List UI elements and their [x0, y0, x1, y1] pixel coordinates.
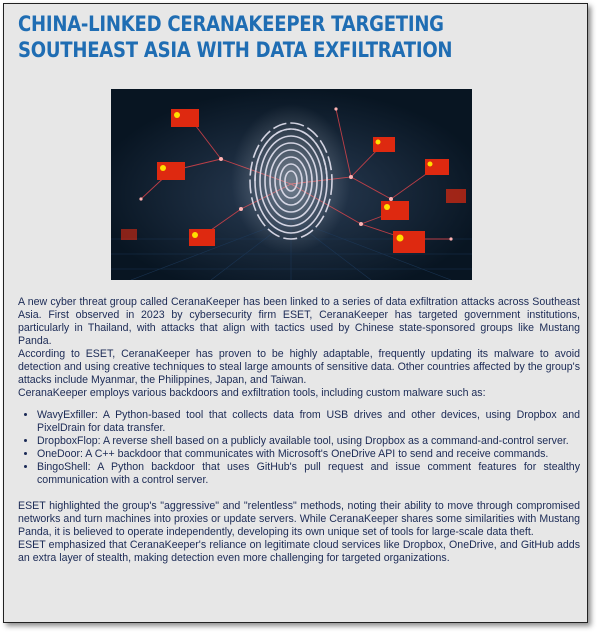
fingerprint-illustration: [111, 89, 472, 280]
paragraph: ESET emphasized that CeranaKeeper's reliance on legitimate cloud services like Dropbox, OneDrive, and GitHub adds an extra layer of stealth, making detection even more challenging for targeted organizations.: [18, 539, 580, 564]
malware-list: [18, 409, 580, 487]
article-body: [18, 296, 580, 565]
list-item: • DropboxFlop: A reverse shell based on a publicly available tool, using Dropbox as a command-and-control server.: [37, 435, 580, 448]
article-title: CHINA-LINKED CERANAKEEPER TARGETING SOUTHEAST ASIA WITH DATA EXFILTRATION: [18, 12, 453, 63]
paragraph: ESET highlighted the group's "aggressive" and "relentless" methods, noting their ability to move through compromised networks and turn machines into proxies or update servers. While CeranaKeeper shares some similarities with Mustang Panda, it is believed to operate independently, developing its own unique set of tools for large-scale data theft.: [18, 500, 580, 538]
paragraph: A new cyber threat group called CeranaKeeper has been linked to a series of data exfiltration attacks across Southeast Asia. First observed in 2023 by cybersecurity firm ESET, CeranaKeeper has targeted government institutions, particularly in Thailand, with attacks that align with tactics used by Chinese state-sponsored groups like Mustang Panda.: [18, 296, 580, 347]
list-item: • BingoShell: A Python backdoor that uses GitHub's pull request and issue comment features for stealthy communication with a control server.: [37, 461, 580, 487]
paragraph: CeranaKeeper employs various backdoors and exfiltration tools, including custom malware such as:: [18, 387, 486, 399]
list-item: • WavyExfiller: A Python-based tool that collects data from USB drives and other devices, using Dropbox and PixelDrain for data transfer.: [37, 409, 580, 435]
hero-image: [111, 89, 472, 280]
paragraph: According to ESET, CeranaKeeper has proven to be highly adaptable, frequently updating its malware to avoid detection and using creative techniques to steal large amounts of sensitive data. Other countries affected by the group's attacks include Myanmar, the Philippines, Japan, and Taiwan.: [18, 348, 580, 386]
list-item: • OneDoor: A C++ backdoor that communicates with Microsoft's OneDrive API to send and receive commands.: [37, 448, 580, 461]
article-card: [3, 3, 588, 623]
